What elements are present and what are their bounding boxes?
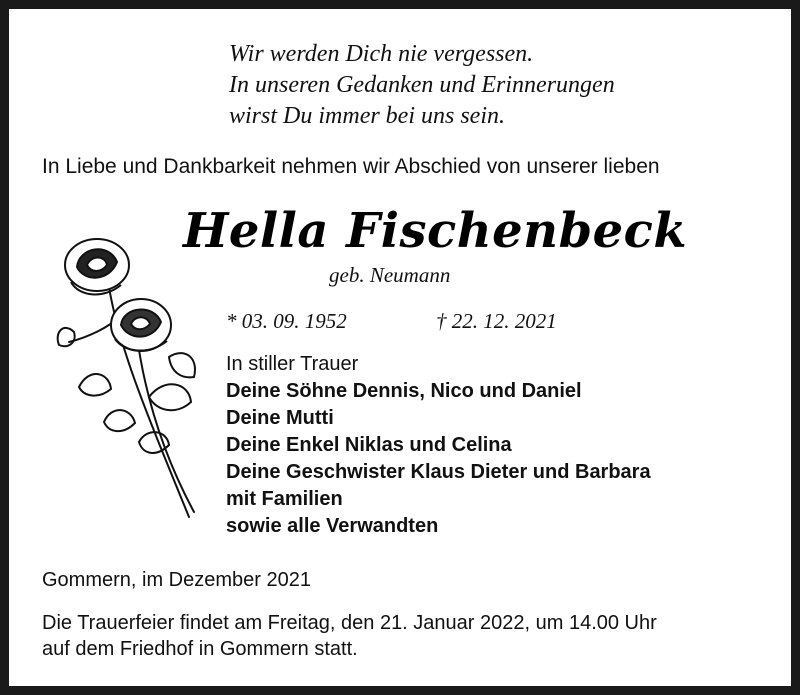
mourner-line: sowie alle Verwandten — [226, 515, 439, 537]
mourner-line: mit Familien — [226, 488, 343, 510]
poem-line: In unseren Gedanken und Erinnerungen — [229, 72, 615, 98]
mourner-line: Deine Söhne Dennis, Nico und Daniel — [226, 380, 582, 402]
roses-illustration-icon — [49, 227, 209, 527]
maiden-name: geb. Neumann — [329, 263, 451, 287]
poem-line: wirst Du immer bei uns sein. — [229, 103, 505, 129]
service-line: Die Trauerfeier findet am Freitag, den 21. Januar 2022, um 14.00 Uhr — [42, 612, 657, 634]
memorial-poem — [229, 39, 749, 132]
mourners-heading: In stiller Trauer — [226, 353, 359, 375]
mourner-line: Deine Geschwister Klaus Dieter und Barbara — [226, 461, 651, 483]
birth-date: * 03. 09. 1952 — [226, 309, 347, 333]
place-and-date: Gommern, im Dezember 2021 — [42, 569, 311, 591]
intro-text: In Liebe und Dankbarkeit nehmen wir Abschied von unserer lieben — [42, 155, 660, 178]
deceased-name: Hella Fischenbeck — [183, 203, 688, 259]
funeral-service-info — [42, 610, 782, 662]
mourner-line: Deine Enkel Niklas und Celina — [226, 434, 512, 456]
death-date: † 22. 12. 2021 — [436, 309, 557, 333]
mourner-line: Deine Mutti — [226, 407, 334, 429]
mourners-list — [226, 351, 786, 540]
service-line: auf dem Friedhof in Gommern statt. — [42, 638, 358, 660]
life-dates — [226, 309, 626, 339]
poem-line: Wir werden Dich nie vergessen. — [229, 41, 534, 67]
